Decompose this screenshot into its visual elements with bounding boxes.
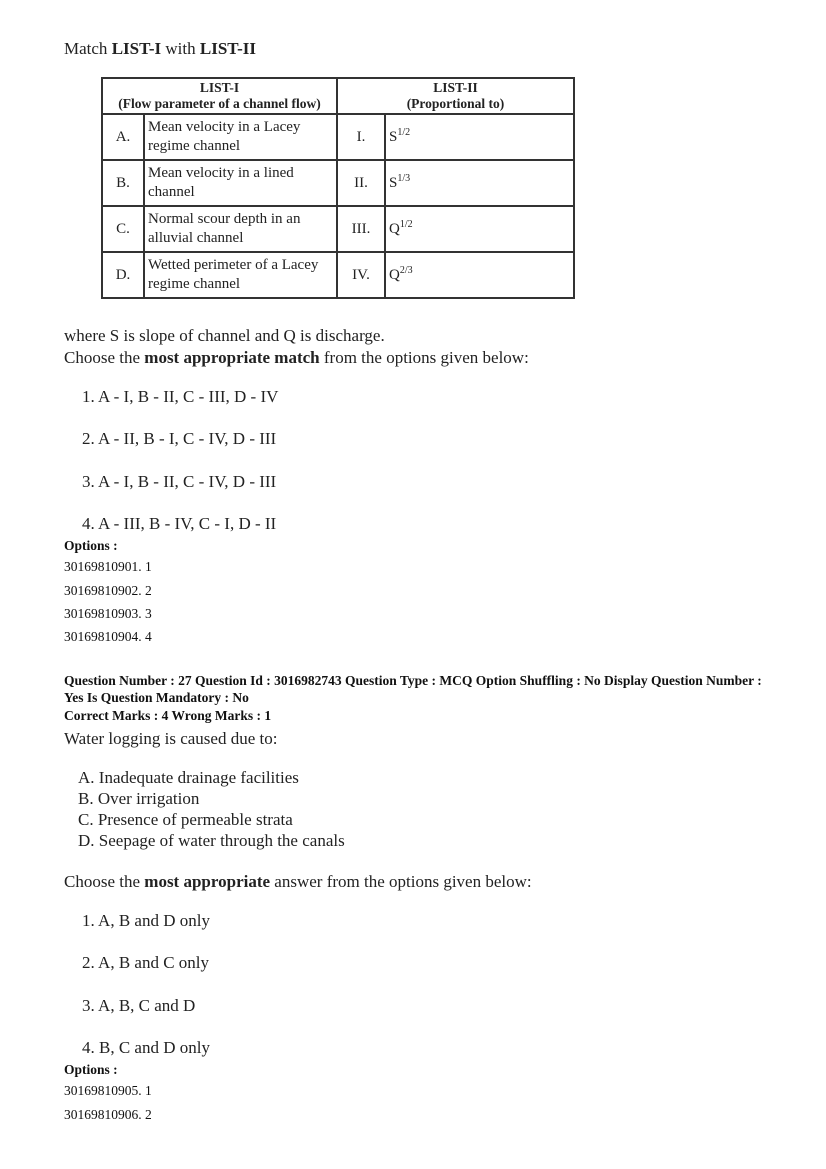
choose-prefix: Choose the [64, 348, 141, 367]
answer-option: 2. A, B and C only [82, 953, 210, 972]
list2-header-title: LIST-II [433, 80, 478, 95]
list2-header [337, 78, 574, 114]
list1-header-title: LIST-I [199, 80, 240, 95]
table-header-row [102, 78, 574, 114]
row-key2: I. [337, 114, 385, 160]
option-code: 30169810906. 2 [64, 1107, 152, 1122]
heading-prefix: Match [64, 39, 108, 58]
statement-item: C. Presence of permeable strata [78, 810, 293, 829]
options-label: Options : [64, 1062, 118, 1077]
note-text: where S is slope of channel and Q is discharge. [64, 326, 385, 345]
row-key2: II. [337, 160, 385, 206]
list1-header-sub: (Flow parameter of a channel flow) [118, 96, 321, 111]
row-desc: Wetted perimeter of a Lacey regime channel [144, 252, 337, 298]
question-meta: Question Number : 27 Question Id : 3016982743 Question Type : MCQ Option Shuffling : No Display Question Number : Yes Is Question Mandatory : No [64, 673, 762, 705]
match-table [101, 77, 575, 299]
row-key: A. [102, 114, 144, 160]
list2-header-sub: (Proportional to) [406, 96, 505, 111]
row-value [385, 252, 574, 298]
row-key2: III. [337, 206, 385, 252]
value-exp: 1/2 [397, 126, 411, 138]
row-value [385, 114, 574, 160]
option-code: 30169810904. 4 [64, 629, 152, 644]
options-label: Options : [64, 538, 118, 553]
choose-suffix: answer from the options given below: [274, 872, 532, 891]
answer-option: 3. A, B, C and D [82, 996, 196, 1015]
value-base: Q [389, 220, 400, 237]
table-row [102, 114, 574, 160]
choose-instruction [64, 872, 532, 892]
value-base: S [389, 128, 398, 145]
option-code: 30169810902. 2 [64, 583, 152, 598]
match-heading [64, 39, 256, 59]
table-row [102, 160, 574, 206]
list1-header [102, 78, 337, 114]
choose-suffix: from the options given below: [323, 348, 529, 367]
row-desc: Mean velocity in a Lacey regime channel [144, 114, 337, 160]
heading-list1: LIST-I [111, 39, 162, 58]
row-key: B. [102, 160, 144, 206]
heading-with: with [165, 39, 196, 58]
choose-bold: most appropriate [144, 872, 271, 891]
row-desc: Mean velocity in a lined channel [144, 160, 337, 206]
row-value [385, 160, 574, 206]
heading-list2: LIST-II [199, 39, 256, 58]
value-exp: 2/3 [399, 264, 413, 276]
row-desc: Normal scour depth in an alluvial channel [144, 206, 337, 252]
value-exp: 1/2 [399, 218, 413, 230]
row-value [385, 206, 574, 252]
choose-bold: most appropriate match [144, 348, 320, 367]
value-exp: 1/3 [397, 172, 411, 184]
option-code: 30169810901. 1 [64, 559, 152, 574]
option-code: 30169810903. 3 [64, 606, 152, 621]
row-key: C. [102, 206, 144, 252]
table-row [102, 206, 574, 252]
statement-item: A. Inadequate drainage facilities [78, 768, 299, 787]
answer-option: 1. A, B and D only [82, 911, 210, 930]
row-key2: IV. [337, 252, 385, 298]
statement-item: B. Over irrigation [78, 789, 200, 808]
choose-instruction [64, 348, 529, 368]
marks-line: Correct Marks : 4 Wrong Marks : 1 [64, 708, 272, 723]
value-base: Q [389, 266, 400, 283]
answer-option: 2. A - II, B - I, C - IV, D - III [82, 429, 277, 448]
answer-option: 1. A - I, B - II, C - III, D - IV [82, 387, 279, 406]
row-key: D. [102, 252, 144, 298]
table-row [102, 252, 574, 298]
answer-option: 3. A - I, B - II, C - IV, D - III [82, 472, 277, 491]
question-text: Water logging is caused due to: [64, 729, 278, 748]
value-base: S [389, 174, 398, 191]
option-code: 30169810905. 1 [64, 1083, 152, 1098]
answer-option: 4. A - III, B - IV, C - I, D - II [82, 514, 277, 533]
answer-option: 4. B, C and D only [82, 1038, 210, 1057]
statement-item: D. Seepage of water through the canals [78, 831, 345, 850]
choose-prefix: Choose the [64, 872, 141, 891]
